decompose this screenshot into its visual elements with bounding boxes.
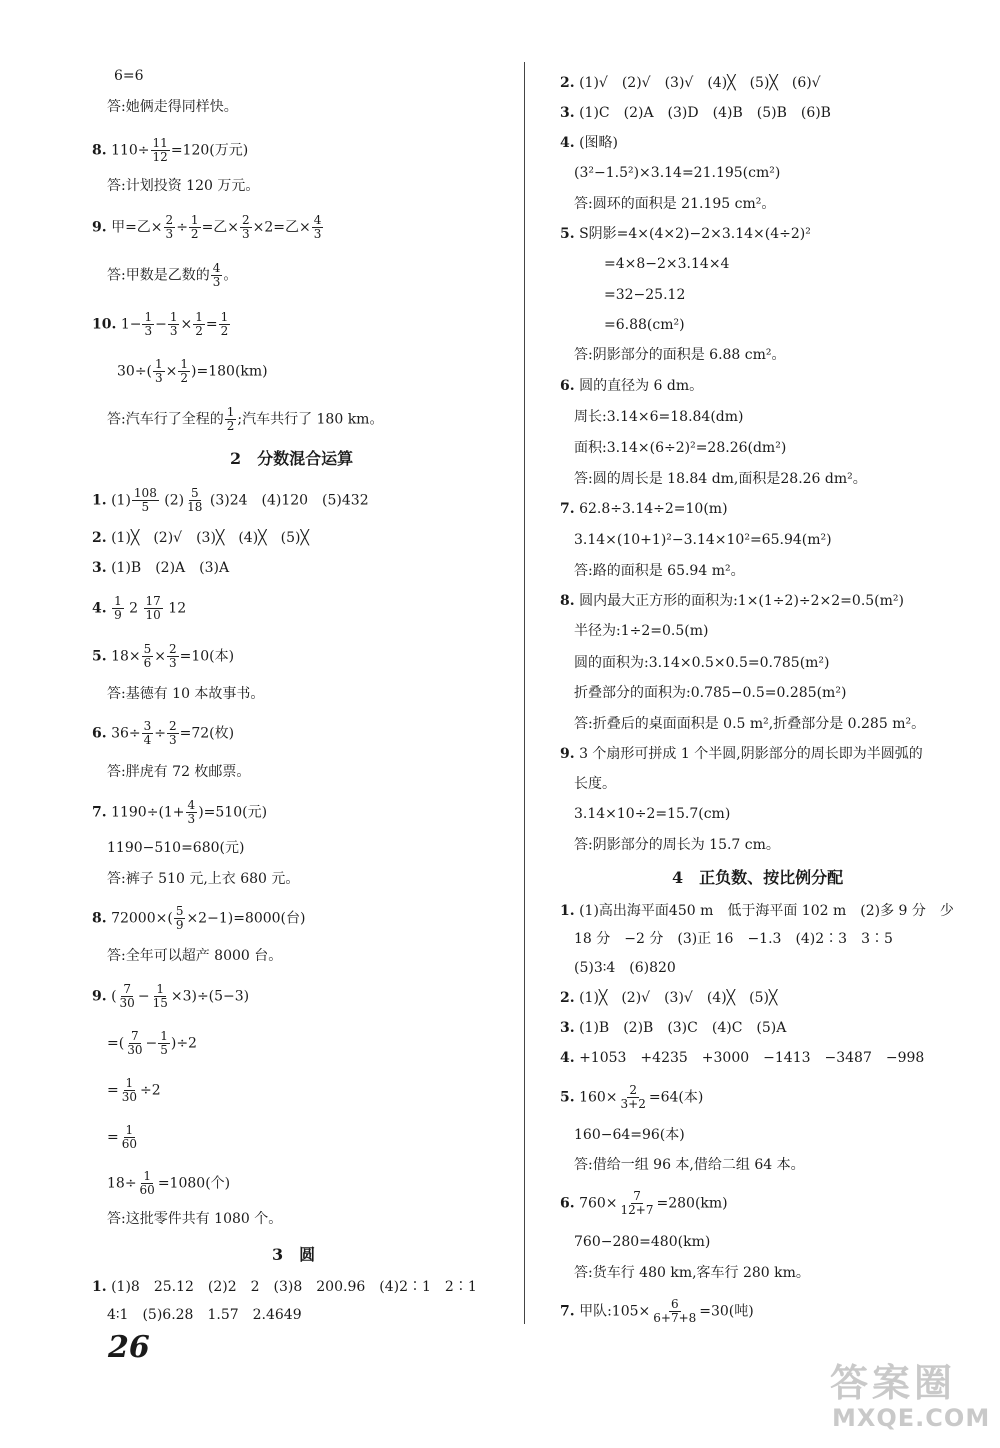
formula-line: =4×8−2×3.14×4 <box>604 256 730 272</box>
formula-line: 1190−510=680(元) <box>107 840 245 856</box>
problem-number: 10. <box>92 316 117 333</box>
fraction <box>185 487 204 514</box>
formula-line <box>107 1030 197 1057</box>
problem-2b <box>560 989 777 1007</box>
problem-5b <box>560 1084 703 1111</box>
text: (1)╳ (2)√ (3)√ (4)╳ (5)╳ <box>579 990 778 1006</box>
numerator: 5 <box>175 904 184 918</box>
fraction <box>142 720 154 747</box>
problem-number: 9. <box>92 988 107 1005</box>
problem-number: 5. <box>92 648 107 665</box>
problem-number: 6. <box>560 378 575 394</box>
text: 30÷( <box>117 363 153 380</box>
numerator: 2 <box>242 213 250 227</box>
answer-line: 答:阴影部分的周长为 15.7 cm。 <box>574 837 780 853</box>
section-heading: 3 圆 <box>272 1245 316 1264</box>
fraction <box>167 720 179 747</box>
fraction <box>153 358 165 385</box>
text: 答:甲数是乙数的 <box>107 267 210 284</box>
fraction <box>167 643 179 670</box>
text: (1)√ (2)√ (3)√ (4)╳ (5)╳ (6)√ <box>579 75 821 91</box>
text: 62.8÷3.14÷2=10(m) <box>579 501 728 517</box>
text: )÷2 <box>170 1035 197 1052</box>
denominator: 12 <box>152 150 168 164</box>
denominator: 3 <box>144 324 153 338</box>
page-number: 26 <box>108 1330 150 1365</box>
text: 18÷ <box>107 1175 137 1192</box>
watermark-url: MXQE.COM <box>832 1404 991 1432</box>
numerator: 1 <box>190 213 199 227</box>
problem-number: 1. <box>92 1279 107 1295</box>
text: = <box>205 316 218 333</box>
denominator: 3 <box>187 812 196 826</box>
section-heading: 2 分数混合运算 <box>230 449 354 468</box>
numerator: 1 <box>226 405 235 419</box>
numerator: 7 <box>633 1189 641 1203</box>
numerator: 2 <box>169 642 177 656</box>
formula-line <box>117 358 268 385</box>
text: ;汽车共行了 180 km。 <box>237 411 384 428</box>
problem-number: 7. <box>560 1303 575 1320</box>
problem-7 <box>560 500 728 518</box>
text: (3)24 (4)120 (5)432 <box>209 492 369 509</box>
numerator: 1 <box>169 310 178 324</box>
text: 1190÷(1+ <box>111 804 185 821</box>
answer-line: 答:圆的周长是 18.84 dm,面积是28.26 dm²。 <box>574 471 867 487</box>
problem-number: 5. <box>560 1089 575 1106</box>
formula-line <box>107 1170 230 1197</box>
fraction <box>158 1030 170 1057</box>
text: =120(万元) <box>170 142 249 159</box>
problem-number: 7. <box>92 804 107 821</box>
text-line: (5)3∶4 (6)820 <box>574 960 676 976</box>
answer-line: 答:圆环的面积是 21.195 cm²。 <box>574 196 776 212</box>
problem-9b <box>92 983 249 1010</box>
denominator: 3 <box>155 371 163 385</box>
problem-number: 2. <box>560 75 575 91</box>
text: (1)8 25.12 (2)2 2 (3)8 200.96 (4)2∶1 2∶1 <box>111 1279 477 1295</box>
text: × <box>180 316 193 333</box>
numerator: 5 <box>190 486 199 500</box>
answer-line: 答:胖虎有 72 枚邮票。 <box>107 764 251 780</box>
denominator: 3 <box>212 275 221 289</box>
numerator: 1 <box>156 982 165 996</box>
numerator: 2 <box>629 1083 638 1097</box>
text: =乙× <box>201 219 240 236</box>
denominator: 2 <box>220 324 229 338</box>
numerator: 4 <box>313 213 322 227</box>
problem-number: 9. <box>92 219 107 236</box>
problem-1 <box>560 902 954 920</box>
text: =10(本) <box>179 648 235 665</box>
problem-number: 4. <box>560 135 575 151</box>
fraction <box>168 311 180 338</box>
numerator: 1 <box>180 357 189 371</box>
problem-4 <box>560 134 618 152</box>
answer-line: 答:货车行 480 km,客车行 280 km。 <box>574 1265 810 1281</box>
text: S阴影=4×(4×2)−2×3.14×(4÷2)² <box>579 226 811 242</box>
problem-9 <box>560 745 923 763</box>
text-line: 长度。 <box>574 776 616 792</box>
denominator: 2 <box>226 419 235 433</box>
denominator: 3 <box>242 227 250 241</box>
text: 答:汽车行了全程的 <box>107 411 224 428</box>
text: 3 个扇形可拼成 1 个半圆,阴影部分的周长即为半圆弧的 <box>579 746 923 762</box>
text: = <box>107 1129 119 1146</box>
fraction <box>651 1298 698 1325</box>
text: 160× <box>579 1089 618 1106</box>
problem-8 <box>92 137 248 164</box>
problem-2 <box>92 529 309 547</box>
numerator: 6 <box>670 1297 679 1311</box>
text: (1)╳ (2)√ (3)╳ (4)╳ (5)╳ <box>111 530 309 546</box>
formula-line: 160−64=96(本) <box>574 1127 685 1143</box>
text: 1− <box>120 316 142 333</box>
numerator: 1 <box>125 1076 134 1090</box>
denominator: 2 <box>190 227 199 241</box>
text: +1053 +4235 +3000 −1413 −3487 −998 <box>579 1050 925 1066</box>
problem-3 <box>92 559 229 577</box>
denominator: 30 <box>119 996 135 1010</box>
text: 12 <box>168 600 187 617</box>
text: (1)C (2)A (3)D (4)B (5)B (6)B <box>579 105 831 121</box>
problem-8 <box>560 592 904 610</box>
text: (1) <box>111 492 131 509</box>
section-heading: 4 正负数、按比例分配 <box>672 868 844 887</box>
problem-4 <box>92 595 186 622</box>
denominator: 18 <box>187 500 203 514</box>
problem-number: 7. <box>560 501 575 517</box>
text: 圆内最大正方形的面积为:1×(1÷2)÷2×2=0.5(m²) <box>579 593 904 609</box>
problem-2 <box>560 74 821 92</box>
problem-number: 4. <box>92 600 107 617</box>
fraction <box>138 1170 157 1197</box>
text-line: 6=6 <box>114 68 144 84</box>
fraction <box>151 137 170 164</box>
problem-5 <box>92 643 234 670</box>
text: × <box>154 648 166 665</box>
answer-line: 答:路的面积是 65.94 m²。 <box>574 563 745 579</box>
formula-line <box>107 1077 161 1104</box>
fraction <box>164 214 176 241</box>
problem-4b <box>560 1049 924 1067</box>
denominator: 12+7 <box>620 1203 654 1217</box>
problem-number: 2. <box>560 990 575 1006</box>
answer-line: 答:她俩走得同样快。 <box>107 99 238 115</box>
problem-number: 2. <box>92 530 107 546</box>
numerator: 1 <box>144 310 153 324</box>
formula-line: 面积:3.14×(6÷2)²=28.26(dm²) <box>574 440 787 456</box>
denominator: 60 <box>139 1183 155 1197</box>
text: ÷ <box>176 219 188 236</box>
text-line: 4∶1 (5)6.28 1.57 2.4649 <box>107 1307 302 1323</box>
denominator: 15 <box>152 996 168 1010</box>
fraction <box>112 595 124 622</box>
numerator: 5 <box>143 642 152 656</box>
fraction <box>189 214 201 241</box>
formula-line: 半径为:1÷2=0.5(m) <box>574 623 709 639</box>
problem-1 <box>92 487 369 514</box>
formula-line: (3²−1.5²)×3.14=21.195(cm²) <box>574 165 781 181</box>
answer-line: 答:折叠后的桌面面积是 0.5 m²,折叠部分是 0.285 m²。 <box>574 716 926 732</box>
text: × <box>165 363 178 380</box>
text: =72(枚) <box>179 725 235 742</box>
text: ÷2 <box>140 1082 161 1099</box>
text: 110÷ <box>111 142 150 159</box>
text-line: 18 分 −2 分 (3)正 16 −1.3 (4)2∶3 3∶5 <box>574 931 893 947</box>
formula-line: =6.88(cm²) <box>604 317 685 333</box>
fraction <box>142 311 154 338</box>
fraction <box>186 799 198 826</box>
fraction <box>120 1124 139 1151</box>
fraction <box>240 214 252 241</box>
answer-line: 答:这批零件共有 1080 个。 <box>107 1211 283 1227</box>
text: − <box>137 988 150 1005</box>
answer-line: 答:借给一组 96 本,借给二组 64 本。 <box>574 1157 805 1173</box>
numerator: 7 <box>131 1029 139 1043</box>
denominator: 2 <box>180 371 189 385</box>
denominator: 60 <box>121 1137 138 1151</box>
text: )=510(元) <box>198 804 268 821</box>
denominator: 5 <box>141 500 150 514</box>
denominator: 2 <box>195 324 203 338</box>
fraction <box>619 1084 648 1111</box>
fraction <box>118 983 137 1010</box>
text: =30(吨) <box>699 1303 754 1320</box>
text: =64(本) <box>648 1089 704 1106</box>
problem-6 <box>560 377 703 395</box>
problem-number: 8. <box>560 593 575 609</box>
problem-number: 4. <box>560 1050 575 1066</box>
problem-number: 3. <box>92 560 107 576</box>
watermark-logo: 答案圈 <box>830 1361 957 1405</box>
text: 36÷ <box>111 725 141 742</box>
fraction <box>211 262 223 289</box>
fraction <box>142 643 154 670</box>
answer-line: 答:裤子 510 元,上衣 680 元。 <box>107 871 300 887</box>
denominator: 9 <box>114 608 122 622</box>
fraction <box>312 214 324 241</box>
problem-1b <box>92 1278 477 1296</box>
numerator: 1 <box>160 1029 168 1043</box>
text: =280(km) <box>656 1195 728 1212</box>
text: 。 <box>223 267 238 284</box>
text: 72000×( <box>111 910 173 927</box>
problem-3 <box>560 104 831 122</box>
fraction <box>193 311 205 338</box>
numerator: 1 <box>143 1169 151 1183</box>
text: (1)B (2)B (3)C (4)C (5)A <box>579 1020 787 1036</box>
text: ×2=乙× <box>252 219 311 236</box>
text: (2) <box>164 492 185 509</box>
problem-9 <box>92 214 324 241</box>
text: =( <box>107 1035 125 1052</box>
problem-number: 6. <box>92 725 107 742</box>
numerator: 3 <box>143 719 152 733</box>
text: ÷ <box>154 725 166 742</box>
text: − <box>155 316 167 333</box>
denominator: 30 <box>121 1090 138 1104</box>
problem-5 <box>560 225 811 243</box>
text: )=180(km) <box>191 363 268 380</box>
problem-number: 5. <box>560 226 575 242</box>
text: ( <box>111 988 117 1005</box>
fraction <box>178 358 190 385</box>
numerator: 1 <box>125 1123 134 1137</box>
column-divider <box>524 62 525 1324</box>
denominator: 3 <box>165 227 174 241</box>
fraction <box>225 406 237 433</box>
problem-7 <box>92 799 267 826</box>
numerator: 7 <box>123 982 131 996</box>
answer-line <box>107 262 237 289</box>
denominator: 9 <box>175 918 184 932</box>
formula-line: 3.14×(10+1)²−3.14×10²=65.94(m²) <box>574 532 832 548</box>
numerator: 2 <box>169 719 177 733</box>
formula-line: 圆的面积为:3.14×0.5×0.5=0.785(m²) <box>574 655 830 671</box>
denominator: 10 <box>145 608 161 622</box>
formula-line: =32−25.12 <box>604 287 686 303</box>
problem-number: 8. <box>92 142 107 159</box>
fraction <box>619 1190 656 1217</box>
problem-number: 8. <box>92 910 107 927</box>
fraction <box>132 487 159 514</box>
text: 18× <box>111 648 141 665</box>
denominator: 6 <box>143 656 152 670</box>
problem-6b <box>560 1190 728 1217</box>
text: ×3)÷(5−3) <box>170 988 250 1005</box>
numerator: 4 <box>212 261 221 275</box>
denominator: 5 <box>160 1043 168 1057</box>
formula-line: 760−280=480(km) <box>574 1234 711 1250</box>
formula-line: 3.14×10÷2=15.7(cm) <box>574 806 731 822</box>
numerator: 1 <box>195 310 203 324</box>
text: ×2−1)=8000(台) <box>186 910 306 927</box>
problem-6 <box>92 720 234 747</box>
text: 甲=乙× <box>111 219 163 236</box>
denominator: 3 <box>313 227 322 241</box>
numerator: 1 <box>220 310 229 324</box>
fraction <box>219 311 231 338</box>
fraction <box>151 983 170 1010</box>
text: 2 <box>129 600 139 617</box>
watermark <box>830 1352 990 1442</box>
numerator: 1 <box>114 594 122 608</box>
problem-number: 6. <box>560 1195 575 1212</box>
formula-line <box>107 1124 140 1151</box>
text: 甲队:105× <box>579 1303 651 1320</box>
fraction <box>174 905 186 932</box>
formula-line: 周长:3.14×6=18.84(dm) <box>574 409 744 425</box>
text: 760× <box>579 1195 618 1212</box>
answer-line: 答:全年可以超产 8000 台。 <box>107 948 283 964</box>
numerator: 11 <box>152 136 168 150</box>
problem-number: 1. <box>560 903 575 919</box>
problem-number: 9. <box>560 746 575 762</box>
problem-number: 1. <box>92 492 107 509</box>
numerator: 17 <box>145 594 161 608</box>
problem-7b <box>560 1298 754 1325</box>
fraction <box>125 1030 144 1057</box>
answer-line <box>107 406 383 433</box>
text: (1)高出海平面450 m 低于海平面 102 m (2)多 9 分 少 <box>579 903 954 919</box>
denominator: 3 <box>169 656 177 670</box>
answer-line: 答:基德有 10 本故事书。 <box>107 686 265 702</box>
text: = <box>107 1082 119 1099</box>
denominator: 3 <box>169 733 177 747</box>
answer-line: 答:阴影部分的面积是 6.88 cm²。 <box>574 347 786 363</box>
text: 圆的直径为 6 dm。 <box>579 378 704 394</box>
problem-8b <box>92 905 305 932</box>
numerator: 108 <box>133 486 157 500</box>
problem-10 <box>92 311 231 338</box>
denominator: 30 <box>127 1043 143 1057</box>
denominator: 3 <box>169 324 178 338</box>
numerator: 4 <box>187 798 196 812</box>
formula-line: 折叠部分的面积为:0.785−0.5=0.285(m²) <box>574 685 847 701</box>
numerator: 2 <box>165 213 174 227</box>
answer-line: 答:计划投资 120 万元。 <box>107 178 260 194</box>
fraction <box>144 595 163 622</box>
denominator: 6+7+8 <box>653 1311 697 1325</box>
fraction <box>120 1077 139 1104</box>
problem-number: 3. <box>560 105 575 121</box>
text: =1080(个) <box>157 1175 231 1192</box>
numerator: 1 <box>155 357 163 371</box>
denominator: 4 <box>143 733 152 747</box>
denominator: 3+2 <box>620 1097 646 1111</box>
text: − <box>145 1035 158 1052</box>
text: (图略) <box>579 135 619 151</box>
problem-3b <box>560 1019 786 1037</box>
text: (1)B (2)A (3)A <box>111 560 230 576</box>
problem-number: 3. <box>560 1020 575 1036</box>
